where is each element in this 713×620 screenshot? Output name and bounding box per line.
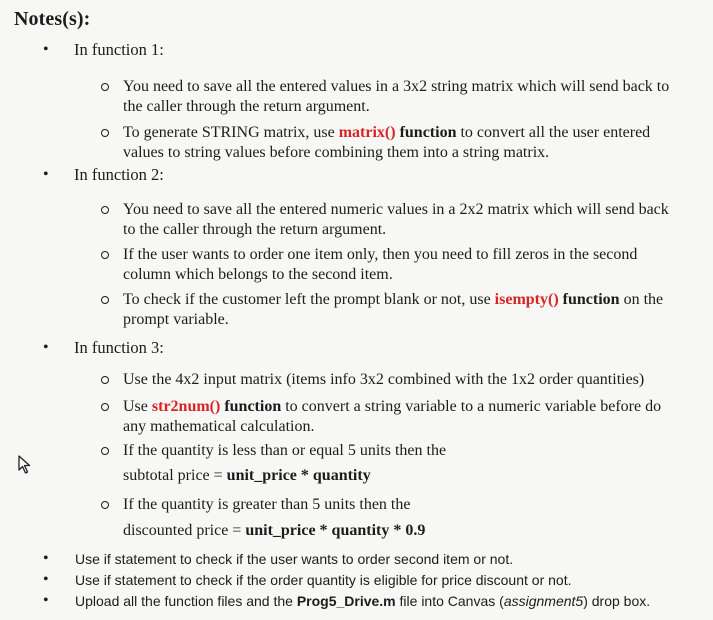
f3-item1: Use the 4x2 input matrix (items info 3x2 combined with the 1x2 order quantities): [123, 371, 645, 388]
f1-item2-line2: values to string values before combining them into a string matrix.: [123, 144, 550, 161]
f2-item1-line2: to the caller through the return argument.: [123, 221, 387, 238]
isempty-function-name: isempty(): [494, 291, 559, 308]
extra-item-1: Use if statement to check if the user wants to order second item or not.: [75, 551, 514, 567]
extra-item-2: Use if statement to check if the order quantity is eligible for price discount or not.: [75, 572, 572, 588]
circle-bullet-icon: [101, 501, 109, 509]
circle-bullet-icon: [101, 251, 109, 259]
bullet: •: [43, 571, 49, 588]
circle-bullet-icon: [101, 83, 109, 91]
page-title: Notes(s):: [14, 8, 91, 30]
str2num-function-name: str2num(): [151, 398, 221, 415]
f2-item2-line1: If the user wants to order one item only, then you need to fill zeros in the second: [123, 246, 638, 263]
f1-item2-line1: To generate STRING matrix, use matrix() function to convert all the user entered: [123, 124, 651, 141]
bullet: •: [43, 592, 49, 609]
f3-item3: If the quantity is less than or equal 5 units then the: [123, 442, 447, 459]
extra-item-3: Upload all the function files and the Prog5_Drive.m file into Canvas (assignment5) drop box.: [75, 593, 651, 609]
f2-item1-line1: You need to save all the entered numeric values in a 2x2 matrix which will send back: [123, 201, 669, 218]
matrix-function-name: matrix(): [338, 124, 396, 141]
bullet: •: [43, 41, 49, 58]
circle-bullet-icon: [101, 206, 109, 214]
mouse-pointer-icon: [17, 455, 35, 475]
discount-formula: discounted price = unit_price * quantity * 0.9: [123, 522, 426, 539]
f3-item2-line2: any mathematical calculation.: [123, 418, 315, 435]
function-3-title: In function 3:: [74, 338, 164, 357]
f1-item1-line2: the caller through the return argument.: [123, 98, 370, 115]
subtotal-formula: subtotal price = unit_price * quantity: [123, 467, 371, 484]
bullet: •: [43, 166, 49, 183]
bullet: •: [43, 550, 49, 567]
f2-item3-line2: prompt variable.: [123, 311, 229, 328]
circle-bullet-icon: [101, 376, 109, 384]
f3-item4: If the quantity is greater than 5 units then the: [123, 496, 411, 513]
bullet: •: [43, 339, 49, 356]
circle-bullet-icon: [101, 129, 109, 137]
f1-item1-line1: You need to save all the entered values in a 3x2 string matrix which will send back to: [123, 78, 670, 95]
circle-bullet-icon: [101, 447, 109, 455]
f2-item3-line1: To check if the customer left the prompt blank or not, use isempty() function on the: [123, 291, 664, 308]
f2-item2-line2: column which belongs to the second item.: [123, 266, 393, 283]
circle-bullet-icon: [101, 403, 109, 411]
f3-item2-line1: Use str2num() function to convert a string variable to a numeric variable before do: [123, 398, 662, 415]
function-1-title: In function 1:: [74, 40, 164, 59]
function-2-title: In function 2:: [74, 165, 164, 184]
circle-bullet-icon: [101, 296, 109, 304]
